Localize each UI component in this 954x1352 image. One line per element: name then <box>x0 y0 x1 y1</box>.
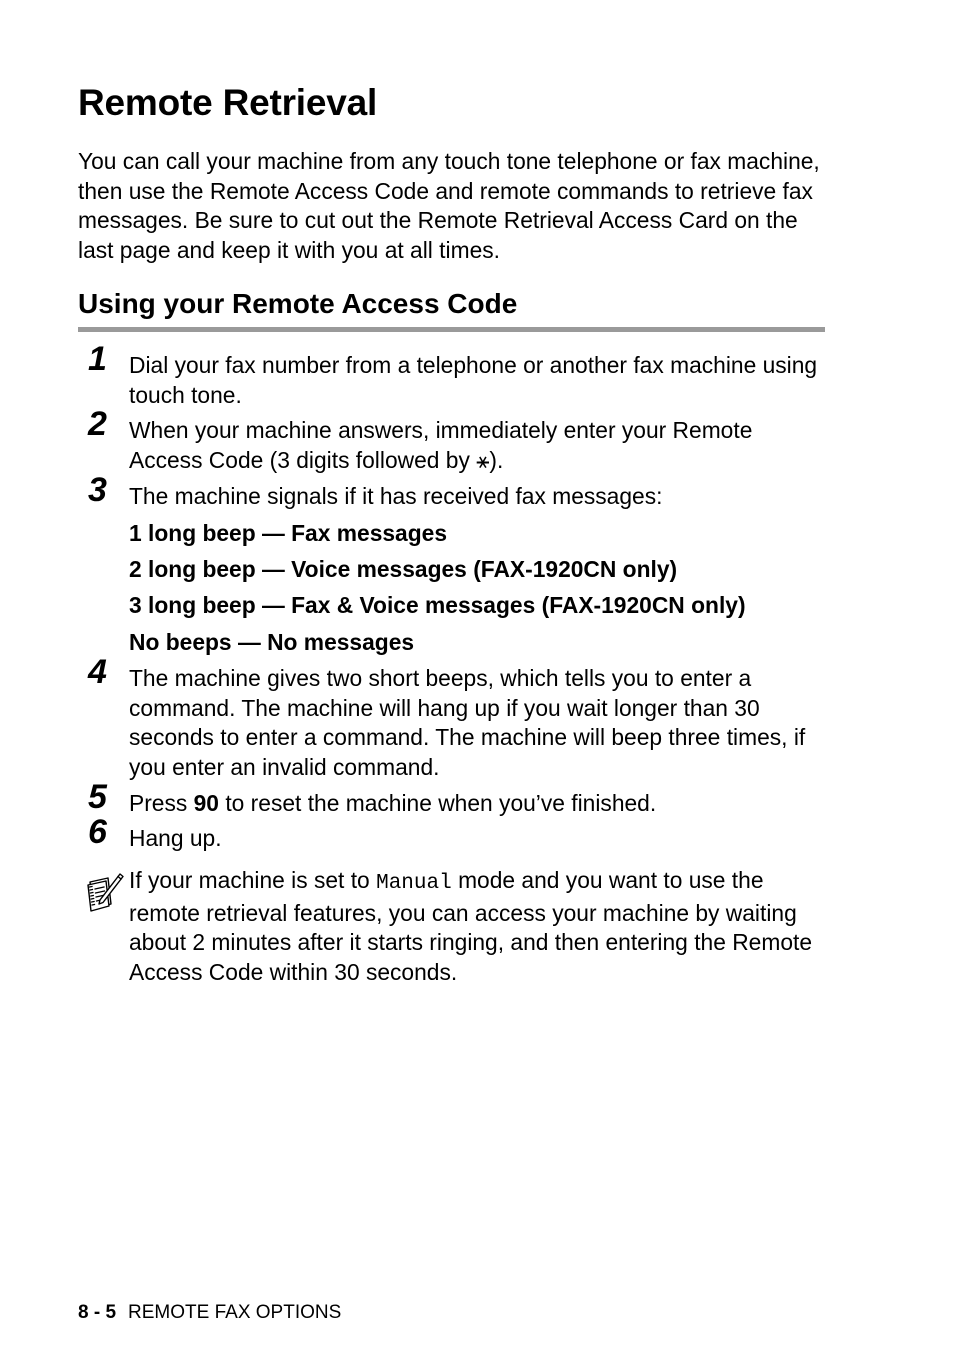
step-number: 1 <box>88 340 107 378</box>
note-text <box>129 866 834 987</box>
section-heading: Using your Remote Access Code <box>78 288 518 319</box>
step-number: 2 <box>88 405 107 443</box>
mode-name: Manual <box>376 872 452 895</box>
page-number: 8 - 5 <box>78 1302 117 1323</box>
page-title: Remote Retrieval <box>78 82 378 123</box>
step-text <box>129 789 829 819</box>
beep-voice-messages: 2 long beep — Voice messages (FAX-1920CN only) <box>129 556 678 582</box>
section-divider <box>78 327 825 332</box>
step-text <box>129 416 829 476</box>
note-text-end: mode and you want to use the remote retrieval features, you can access your machine by waiting about 2 minutes after it starts ringing, and then entering the Remote Access Code within 30 seconds. <box>129 867 813 985</box>
key-code: 90 <box>193 790 219 816</box>
step-text: The machine signals if it has received fax messages: <box>129 483 663 509</box>
star-key-icon: ⚹ <box>476 448 490 474</box>
step-text-end: to reset the machine when you’ve finished. <box>225 790 657 816</box>
step-text-start: When your machine answers, immediately enter your Remote Access Code (3 digits followed by <box>129 417 753 473</box>
beep-fax-voice-messages: 3 long beep — Fax & Voice messages (FAX-1920CN only) <box>129 592 746 618</box>
beep-no-messages: No beeps — No messages <box>129 629 415 655</box>
step-number: 4 <box>88 653 107 691</box>
note-text-start: If your machine is set to <box>129 867 370 893</box>
intro-paragraph: You can call your machine from any touch tone telephone or fax machine, then use the Remote Access Code and remote commands to retrieve fax messages. Be sure to cut out the Remote Retrieval Access Card on the last page and keep it with you at all times. <box>78 148 820 263</box>
step-text-start: Press <box>129 790 188 816</box>
step-number: 5 <box>88 778 107 816</box>
page-footer <box>78 1300 341 1326</box>
step-number: 3 <box>88 471 107 509</box>
step-text-end: ). <box>489 446 504 473</box>
step-text: The machine gives two short beeps, which tells you to enter a command. The machine will hang up if you wait longer than 30 seconds to enter a command. The machine will beep three times, if you enter an invalid command. <box>129 665 806 780</box>
beep-fax-messages: 1 long beep — Fax messages <box>129 520 448 546</box>
note-pencil-icon <box>86 870 124 912</box>
chapter-name: REMOTE FAX OPTIONS <box>128 1302 342 1323</box>
step-text: Hang up. <box>129 825 222 851</box>
step-number: 6 <box>88 813 107 851</box>
step-text: Dial your fax number from a telephone or another fax machine using touch tone. <box>129 352 818 408</box>
